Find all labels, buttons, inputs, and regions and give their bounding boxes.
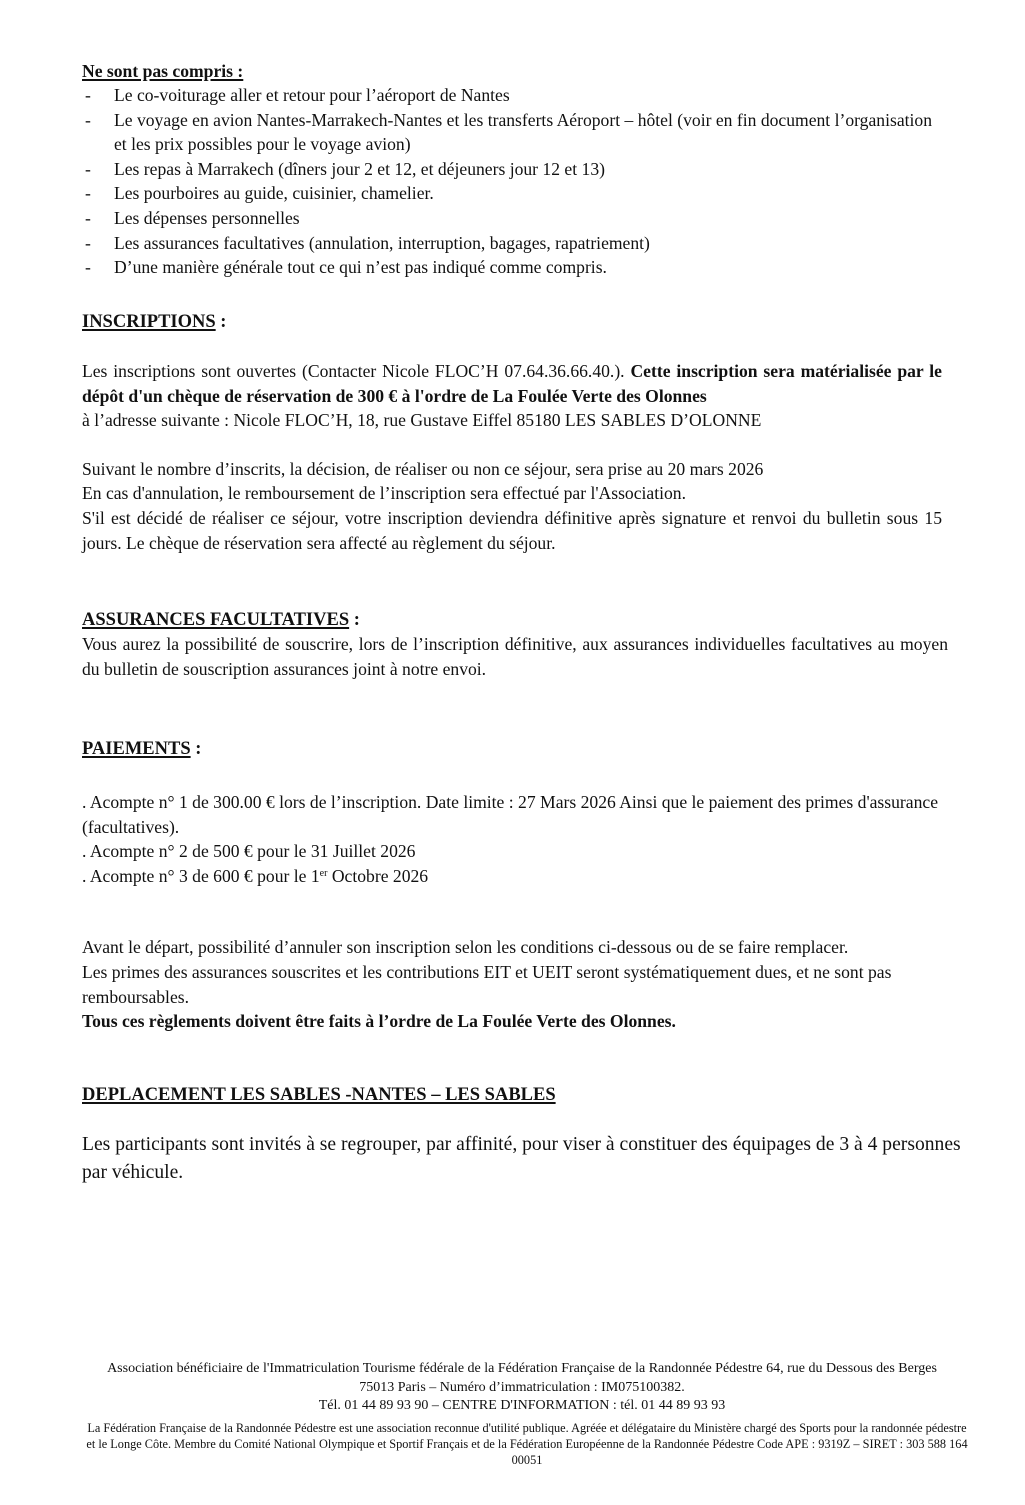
deposit-3: . Acompte n° 3 de 600 € pour le 1er Octobre 2026 xyxy=(82,865,429,886)
dash-bullet-icon: - xyxy=(85,85,91,105)
footer-federation-info: La Fédération Française de la Randonnée Pédestre est une association reconnue d'utilité publique. Agréée et délégataire du Ministère chargé des Sports pour la randonnée pédestre et le Longe Côte. Membre du Comité National Olympique et Sportif Français et de la Fédération Européenne de la Randonnée Pédestre Code APE : 9319Z – SIRET : 303 588 164 00051 xyxy=(86,1421,968,1467)
list-item: - Les assurances facultatives (annulation, interruption, bagages, rapatriement) xyxy=(82,231,948,256)
payment-schedule xyxy=(82,790,952,888)
travel-heading: DEPLACEMENT LES SABLES -NANTES – LES SABLES xyxy=(82,1085,556,1105)
inscriptions-decision-paragraph: Suivant le nombre d’inscrits, la décision, de réaliser ou non ce séjour, sera prise au 20 mars 2026 En cas d'annulation, le remboursement de l’inscription sera effectué par l'Association. xyxy=(82,458,764,504)
dash-bullet-icon: - xyxy=(85,183,91,204)
list-item: - Les dépenses personnelles xyxy=(82,206,948,231)
dash-bullet-icon: - xyxy=(85,158,91,179)
payments-section xyxy=(82,737,952,1034)
dash-bullet-icon: - xyxy=(85,257,91,278)
postal-address: à l’adresse suivante : Nicole FLOC’H, 18, rue Gustave Eiffel 85180 LES SABLES D’OLONNE xyxy=(82,410,762,431)
insurance-heading: ASSURANCES FACULTATIVES : xyxy=(82,610,360,630)
deposit-2: . Acompte n° 2 de 500 € pour le 31 Juillet 2026 xyxy=(82,841,416,862)
deposit-1: . Acompte n° 1 de 300.00 € lors de l’inscription. Date limite : 27 Mars 2026 Ainsi que le paiement des primes d'assurance (facultatives). xyxy=(82,792,939,837)
inscriptions-confirmation-paragraph: S'il est décidé de réaliser ce séjour, votre inscription deviendra définitive après signature et renvoi du bulletin sous 15 jours. Le chèque de réservation sera affecté au règlement du séjour. xyxy=(82,507,942,553)
list-item: - Le voyage en avion Nantes-Marrakech-Nantes et les transferts Aéroport – hôtel (voir en fin document l’organisation et les prix possibles pour le voyage avion) xyxy=(85,109,932,155)
payments-heading: PAIEMENTS : xyxy=(82,739,202,759)
not-included-section xyxy=(82,59,948,280)
list-item: - Les pourboires au guide, cuisinier, chamelier. xyxy=(82,181,948,206)
list-item: - Le co-voiturage aller et retour pour l’aéroport de Nantes xyxy=(82,83,948,108)
payment-order-notice: Tous ces règlements doivent être faits à l’ordre de La Foulée Verte des Olonnes. xyxy=(82,1011,676,1032)
footer-registration: Association bénéficiaire de l'Immatriculation Tourisme fédérale de la Fédération Française de la Randonnée Pédestre 64, rue du Dessous des Berges 75013 Paris – Numéro d’immatriculation : IM075100382. xyxy=(107,1361,937,1395)
insurance-text: Vous aurez la possibilité de souscrire, lors de l’inscription définitive, aux assurances individuelles facultatives au moyen du bulletin de souscription assurances joint à notre envoi. xyxy=(82,634,948,679)
inscriptions-paragraph: Les inscriptions sont ouvertes (Contacter Nicole FLOC’H 07.64.36.66.40.). Cette inscription sera matérialisée par le dépôt d'un chèque de réservation de 300 € à l'ordre de La Foulée Verte des Olonnes à l’adresse suivante : Nicole FLOC’H, 18, rue Gustave Eiffel 85180 LES SABLES D’OLONNE xyxy=(82,361,942,431)
list-item: - D’une manière générale tout ce qui n’est pas indiqué comme compris. xyxy=(82,255,948,280)
not-included-list xyxy=(82,83,948,280)
dash-bullet-icon: - xyxy=(85,109,91,130)
dash-bullet-icon: - xyxy=(85,232,91,253)
inscriptions-section xyxy=(82,310,942,555)
insurance-section xyxy=(82,608,948,681)
footer-phone: Tél. 01 44 89 93 90 – CENTRE D'INFORMATION : tél. 01 44 89 93 93 xyxy=(318,1398,726,1413)
cancellation-paragraph: Avant le départ, possibilité d’annuler son inscription selon les conditions ci-dessous ou de se faire remplacer. Les primes des assurances souscrites et les contributions EIT et UEIT seront systématiquement dues, et ne sont pas remboursables. Tous ces règlements doivent être faits à l’ordre de La Foulée Verte des Olonnes. xyxy=(82,937,892,1032)
reservation-cheque-notice: Cette inscription sera matérialisée par le dépôt d'un chèque de réservation de 300 € à l'ordre de La Foulée Verte des Olonnes xyxy=(82,361,942,406)
travel-text: Les participants sont invités à se regrouper, par affinité, pour viser à constituer des équipages de 3 à 4 personnes par véhicule. xyxy=(82,1134,961,1183)
list-item: - Les repas à Marrakech (dîners jour 2 et 12, et déjeuners jour 12 et 13) xyxy=(82,157,948,182)
footer-association-info xyxy=(82,1360,962,1416)
dash-bullet-icon: - xyxy=(85,207,91,228)
not-included-heading: Ne sont pas compris : xyxy=(82,61,244,81)
inscriptions-heading: INSCRIPTIONS : xyxy=(82,312,227,332)
travel-section xyxy=(82,1083,982,1187)
